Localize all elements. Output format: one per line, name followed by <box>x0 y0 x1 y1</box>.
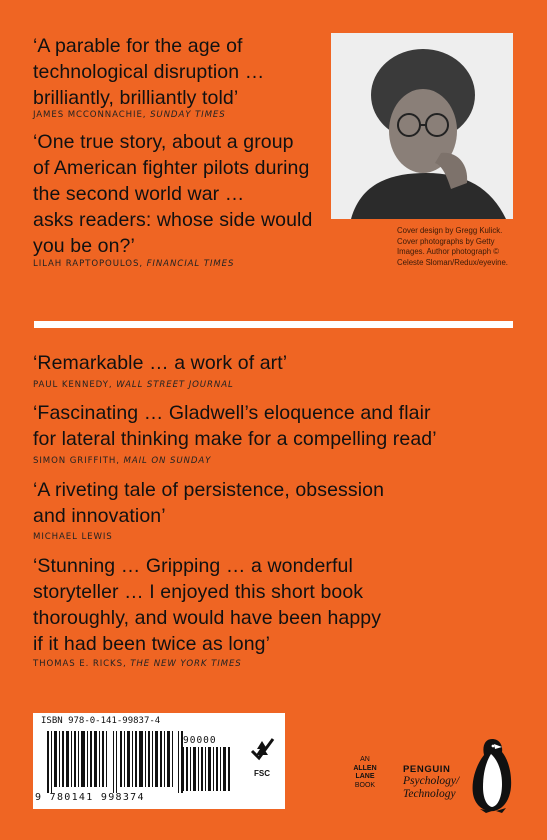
attribution-publication: FINANCIAL TIMES <box>146 259 235 269</box>
category-line-1: Psychology/ <box>403 775 460 787</box>
imprint-an: AN <box>360 756 370 763</box>
imprint-lane: LANE <box>355 773 375 780</box>
attribution-publication: MAIL ON SUNDAY <box>123 456 212 466</box>
fsc-label: FSC <box>254 769 270 778</box>
attribution-name: MICHAEL LEWIS <box>33 532 113 542</box>
attribution-publication: THE NEW YORK TIMES <box>130 659 242 669</box>
attribution-mcconnachie <box>33 110 226 120</box>
attribution-ricks <box>33 659 242 669</box>
penguin-label <box>403 764 459 800</box>
imprint-allen: ALLEN <box>353 764 377 772</box>
attribution-name: PAUL KENNEDY, <box>33 380 117 390</box>
addon-barcode-icon <box>183 747 233 791</box>
attribution-name: SIMON GRIFFITH, <box>33 456 124 466</box>
quote-parable: ‘A parable for the age of technological disruption … brilliantly, brilliantly told’ <box>33 35 265 109</box>
barcode-icon <box>47 731 187 793</box>
quote-stunning: ‘Stunning … Gripping … a wonderful storyteller … I enjoyed this short book thoroughly, and would have been happy if it had been twice as long’ <box>33 555 382 655</box>
imprint-book: BOOK <box>354 781 376 789</box>
attribution-lewis <box>33 532 113 542</box>
barcode-panel <box>33 713 285 809</box>
attribution-name: JAMES MCCONNACHIE, <box>33 110 151 120</box>
isbn-digits: 9 780141 998374 <box>35 792 145 803</box>
tree-check-icon <box>247 735 277 765</box>
attribution-name: THOMAS E. RICKS, <box>33 659 131 669</box>
fsc-logo <box>245 735 279 778</box>
publisher-name: PENGUIN <box>403 764 451 775</box>
quote-riveting: ‘A riveting tale of persistence, obsession and innovation’ <box>33 479 385 527</box>
divider <box>34 321 513 328</box>
quote-fighter-pilots: ‘One true story, about a group of American fighter pilots during the second world war … asks readers: whose side would you be on?’ <box>33 131 313 257</box>
attribution-name: LILAH RAPTOPOULOS, <box>33 259 147 269</box>
cover-credit: Cover design by Gregg Kulick. Cover photographs by Getty Images. Author photograph © Celeste Sloman/Redux/eyevine. <box>397 226 508 267</box>
author-photo <box>331 33 513 219</box>
attribution-publication: WALL STREET JOURNAL <box>116 380 234 390</box>
quote-fascinating: ‘Fascinating … Gladwell’s eloquence and flair for lateral thinking make for a compelling read’ <box>33 402 437 450</box>
attribution-kennedy <box>33 380 234 390</box>
category-line-2: Technology <box>403 787 456 800</box>
quote-remarkable: ‘Remarkable … a work of art’ <box>33 352 288 374</box>
allen-lane-imprint <box>347 756 383 790</box>
attribution-griffith <box>33 456 211 466</box>
attribution-publication: SUNDAY TIMES <box>150 110 226 120</box>
attribution-raptopoulos <box>33 259 234 269</box>
price-code: 90000 <box>183 735 217 746</box>
isbn-label: ISBN 978-0-141-99837-4 <box>41 716 161 726</box>
penguin-logo-icon <box>470 737 514 813</box>
